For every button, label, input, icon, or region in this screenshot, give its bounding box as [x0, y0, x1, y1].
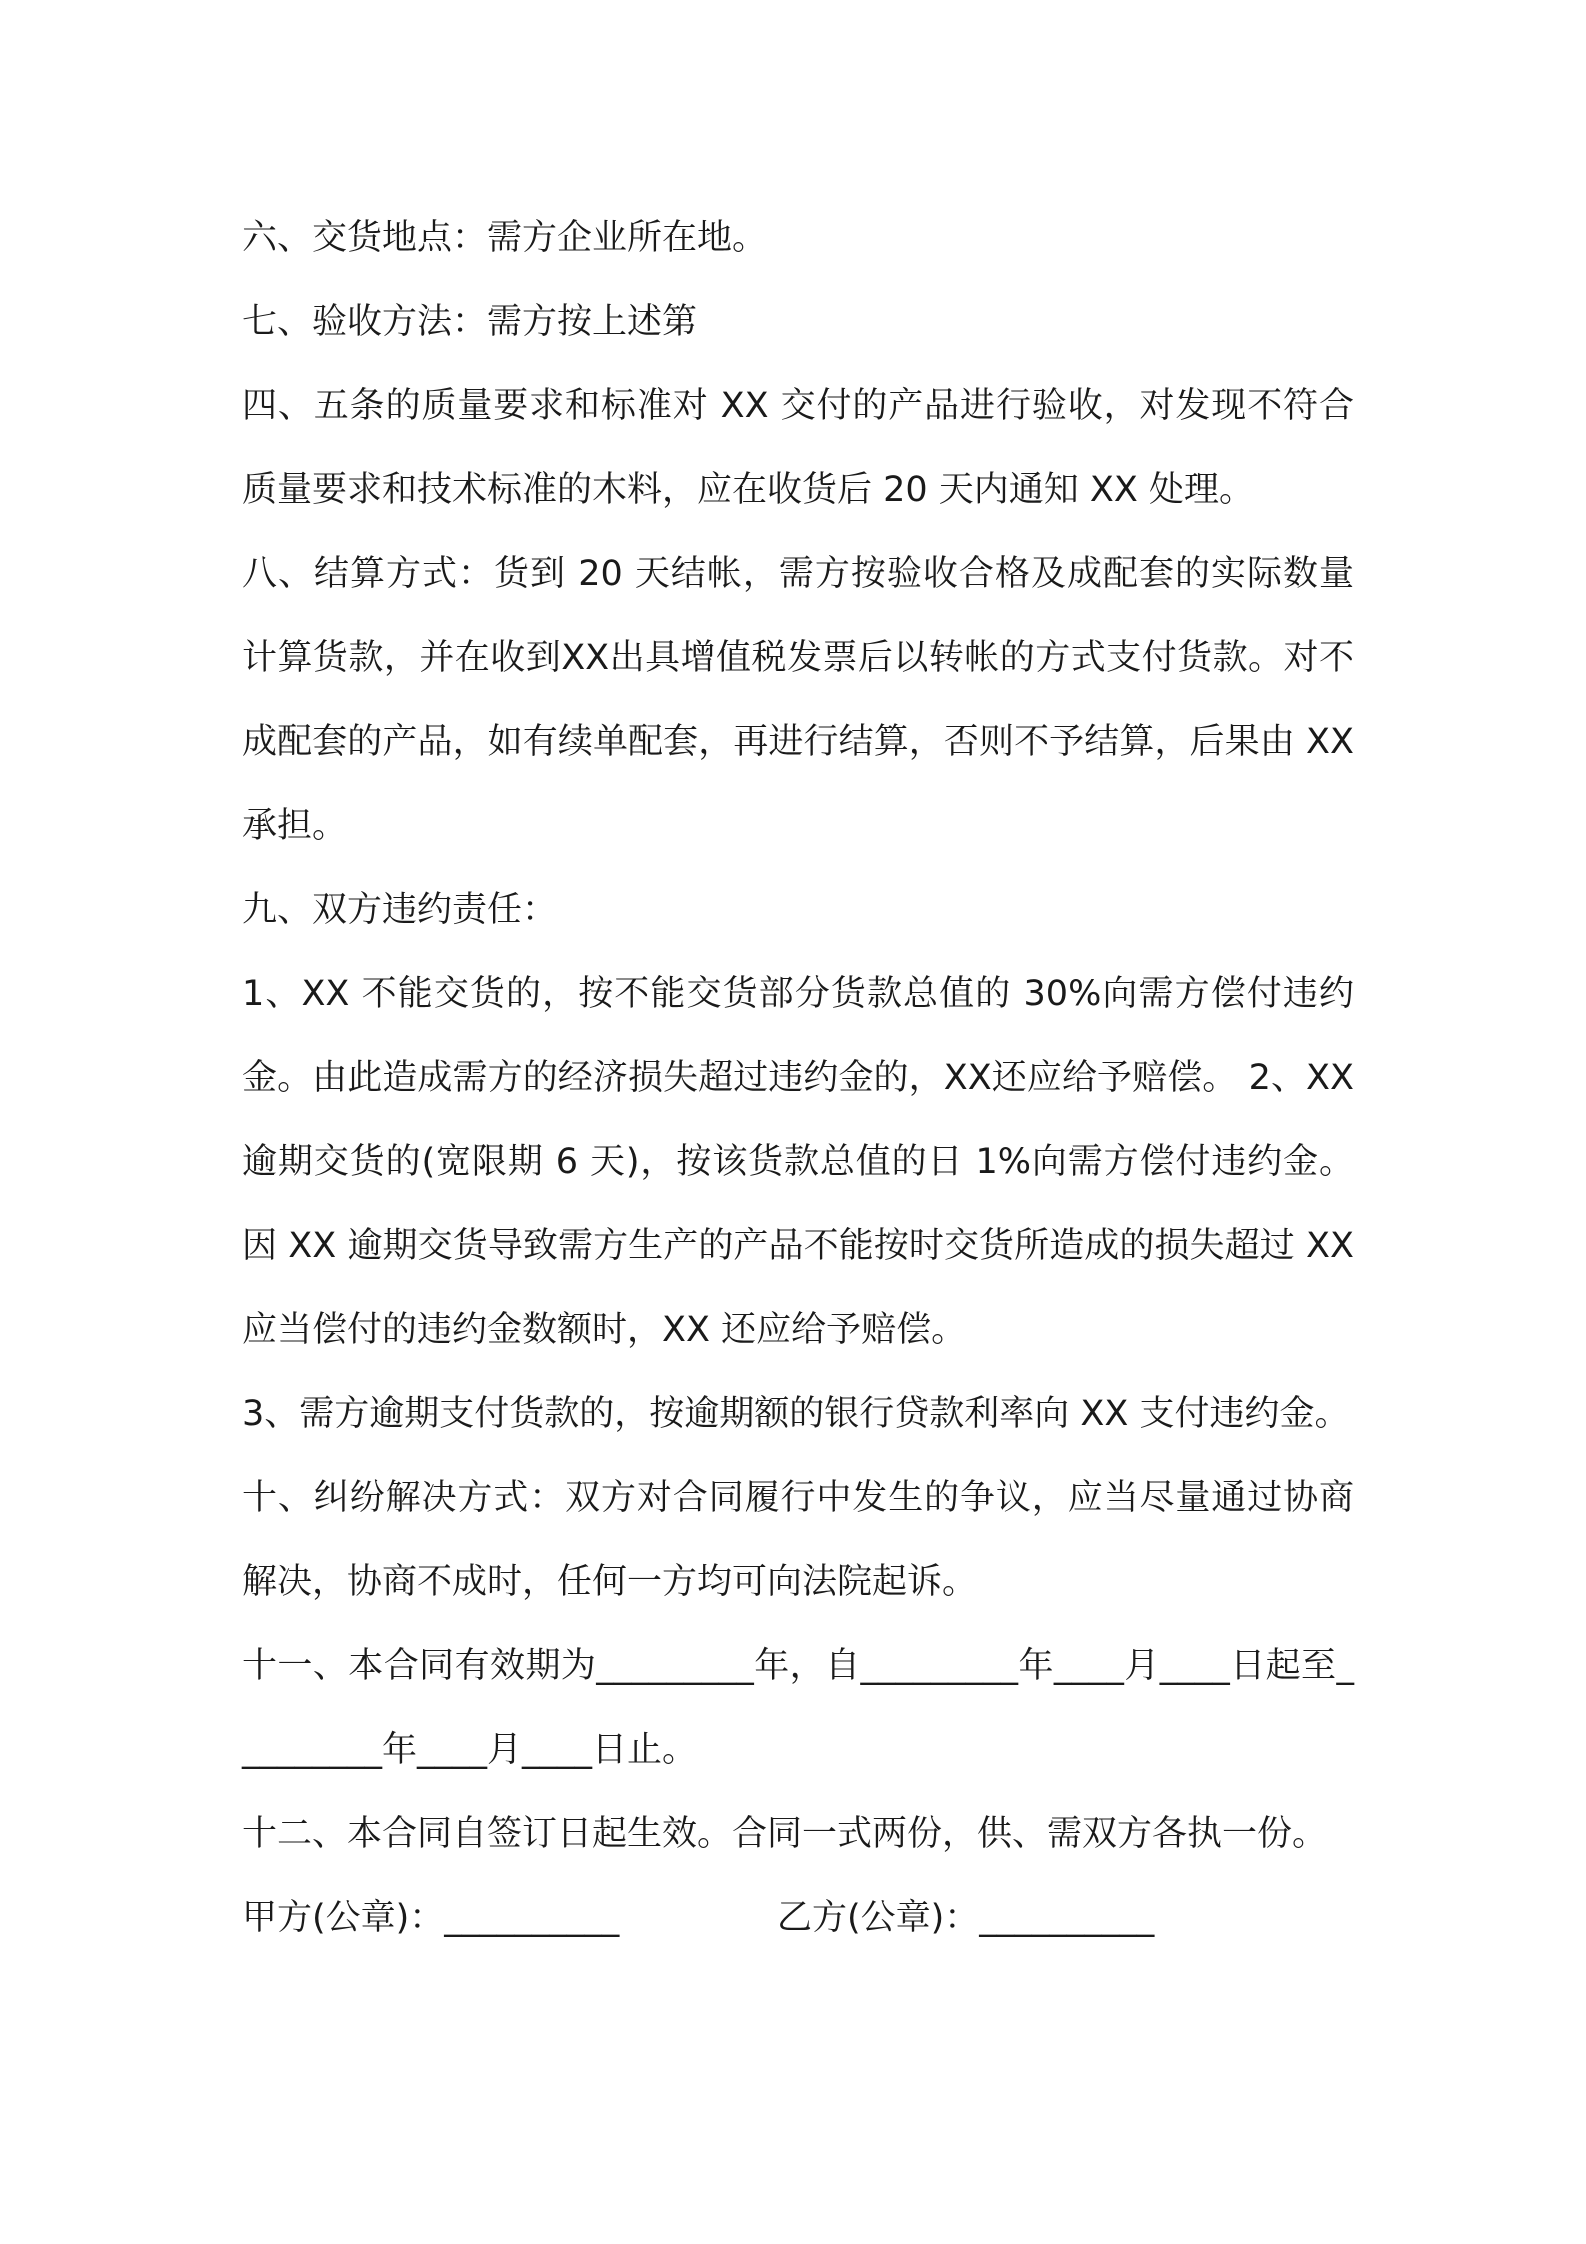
- clause-effective-date: 十二、本合同自签订日起生效。合同一式两份，供、需双方各执一份。: [242, 1814, 1328, 1854]
- clause-validity-period: 十一、本合同有效期为_________年，自_________年____月____日起至_________年____月____日止。: [242, 1646, 1354, 1770]
- clause-acceptance-method: 七、验收方法：需方按上述第: [242, 302, 698, 342]
- clause-settlement-method: 八、结算方式：货到 20 天结帐，需方按验收合格及成配套的实际数量计算货款，并在收到XX出具增值税发票后以转帐的方式支付货款。对不成配套的产品，如有续单配套，再进行结算，否则不予结算，后果由 XX 承担。: [242, 554, 1354, 846]
- contract-body: [242, 196, 1354, 1960]
- party-a-signature: 甲方(公章)：__________: [242, 1898, 620, 1938]
- clause-delivery-location: 六、交货地点：需方企业所在地。: [242, 218, 768, 258]
- clause-breach-buyer: 3、需方逾期支付货款的，按逾期额的银行贷款利率向 XX 支付违约金。: [242, 1394, 1350, 1434]
- clause-acceptance-detail: 四、五条的质量要求和标准对 XX 交付的产品进行验收，对发现不符合质量要求和技术标准的木料，应在收货后 20 天内通知 XX 处理。: [242, 386, 1354, 510]
- clause-dispute-resolution: 十、纠纷解决方式：双方对合同履行中发生的争议，应当尽量通过协商解决，协商不成时，任何一方均可向法院起诉。: [242, 1478, 1354, 1602]
- clause-breach-heading: 九、双方违约责任：: [242, 890, 558, 930]
- party-b-signature: 乙方(公章)：__________: [777, 1898, 1155, 1938]
- clause-breach-supplier: 1、XX 不能交货的，按不能交货部分货款总值的 30%向需方偿付违约金。由此造成需方的经济损失超过违约金的，XX还应给予赔偿。 2、XX 逾期交货的(宽限期 6 天)，按该货款总值的日 1%向需方偿付违约金。因 XX 逾期交货导致需方生产的产品不能按时交货所造成的损失超过 XX 应当偿付的违约金数额时，XX 还应给予赔偿。: [242, 974, 1354, 1350]
- signature-row: [242, 1876, 1354, 1960]
